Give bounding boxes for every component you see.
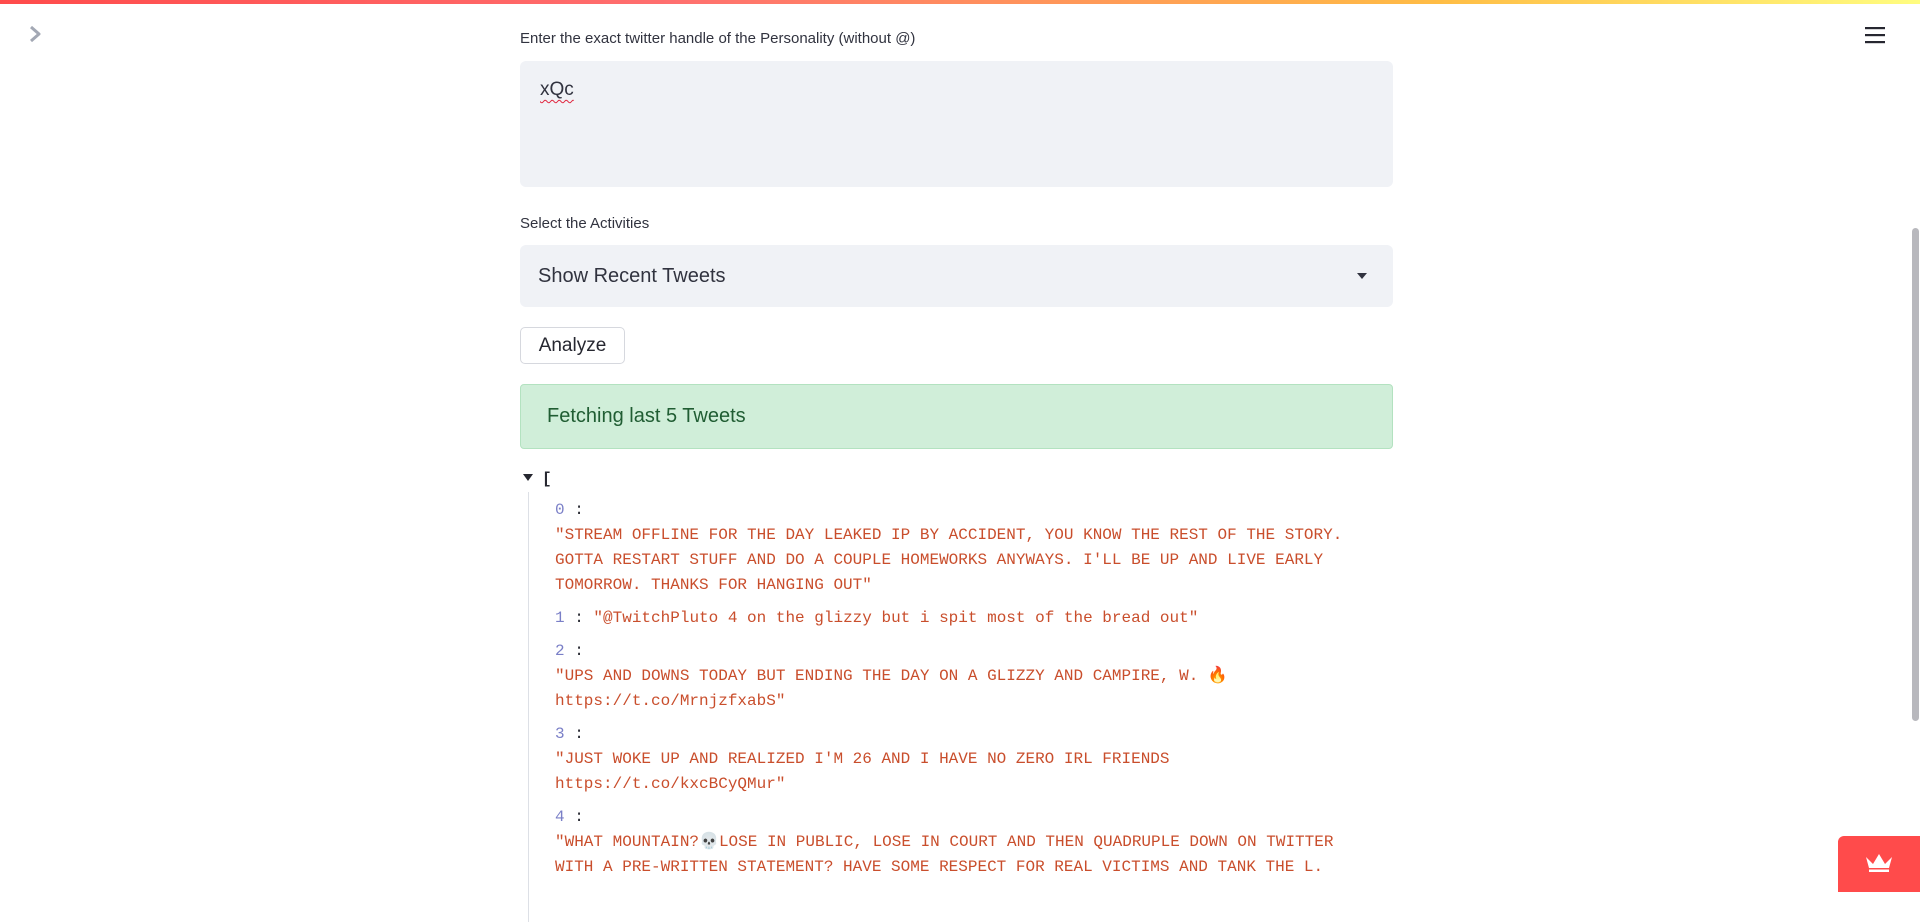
json-open-bracket: [ [542,470,552,488]
json-item-value: "UPS AND DOWNS TODAY BUT ENDING THE DAY ON A GLIZZY AND CAMPIRE, W. 🔥 https://t.co/MrnjzfxabS" [555,667,1228,710]
json-item-value: "@TwitchPluto 4 on the glizzy but i spit most of the bread out" [593,609,1199,627]
main-menu-button[interactable] [1863,25,1887,49]
json-item-index: 4 [555,808,565,826]
status-alert [520,384,1393,449]
json-item: 4 : "WHAT MOUNTAIN?💀LOSE IN PUBLIC, LOSE IN COURT AND THEN QUADRUPLE DOWN ON TWITTER WITH A PRE-WRITTEN STATEMENT? HAVE SOME RESPECT FOR REAL VICTIMS AND TANK THE L. [555,805,1393,880]
analyze-button[interactable]: Analyze [520,327,625,364]
json-item: 3 : "JUST WOKE UP AND REALIZED I'M 26 AND I HAVE NO ZERO IRL FRIENDS https://t.co/kxcBCyQMur" [555,722,1393,797]
caret-down-icon [1357,273,1367,279]
json-item-value: "WHAT MOUNTAIN?💀LOSE IN PUBLIC, LOSE IN COURT AND THEN QUADRUPLE DOWN ON TWITTER WITH A PRE-WRITTEN STATEMENT? HAVE SOME RESPECT FOR REAL VICTIMS AND TANK THE L. [555,833,1334,876]
json-item: 0 : "STREAM OFFLINE FOR THE DAY LEAKED IP BY ACCIDENT, YOU KNOW THE REST OF THE STORY. GOTTA RESTART STUFF AND DO A COUPLE HOMEWORKS ANYWAYS. I'LL BE UP AND LIVE EARLY TOMORROW. THANKS FOR HANGING OUT" [555,498,1393,598]
hamburger-menu-icon [1865,26,1885,49]
json-viewer [520,470,1393,922]
json-item: 1 : "@TwitchPluto 4 on the glizzy but i spit most of the bread out" [555,609,1199,627]
activity-select-value: Show Recent Tweets [538,264,726,287]
handle-text-area[interactable] [520,61,1393,187]
json-item-index: 3 [555,725,565,743]
collapse-toggle-icon[interactable] [523,474,533,481]
crown-icon [1864,851,1894,878]
page-scrollbar[interactable] [1912,228,1919,721]
json-item-value: "STREAM OFFLINE FOR THE DAY LEAKED IP BY ACCIDENT, YOU KNOW THE REST OF THE STORY. GOTTA RESTART STUFF AND DO A COUPLE HOMEWORKS ANYWAYS. I'LL BE UP AND LIVE EARLY TOMORROW. THANKS FOR HANGING OUT" [555,526,1343,594]
handle-field-label: Enter the exact twitter handle of the Personality (without @) [520,30,916,47]
chevron-right-icon [28,26,42,47]
top-decoration-bar [0,0,1920,4]
json-item-index: 2 [555,642,565,660]
activity-select[interactable] [520,245,1393,307]
json-list [528,492,1393,922]
json-item-index: 0 [555,501,565,519]
streamlit-badge[interactable] [1838,836,1920,892]
activity-select-label: Select the Activities [520,215,650,232]
sidebar-toggle-button[interactable] [24,25,46,47]
handle-text-value: xQc [540,79,574,100]
json-item: 2 : "UPS AND DOWNS TODAY BUT ENDING THE DAY ON A GLIZZY AND CAMPIRE, W. 🔥 https://t.co/MrnjzfxabS" [555,639,1393,714]
status-alert-text: Fetching last 5 Tweets [547,405,746,427]
json-item-index: 1 [555,609,565,627]
json-item-value: "JUST WOKE UP AND REALIZED I'M 26 AND I HAVE NO ZERO IRL FRIENDS https://t.co/kxcBCyQMur" [555,750,1170,793]
